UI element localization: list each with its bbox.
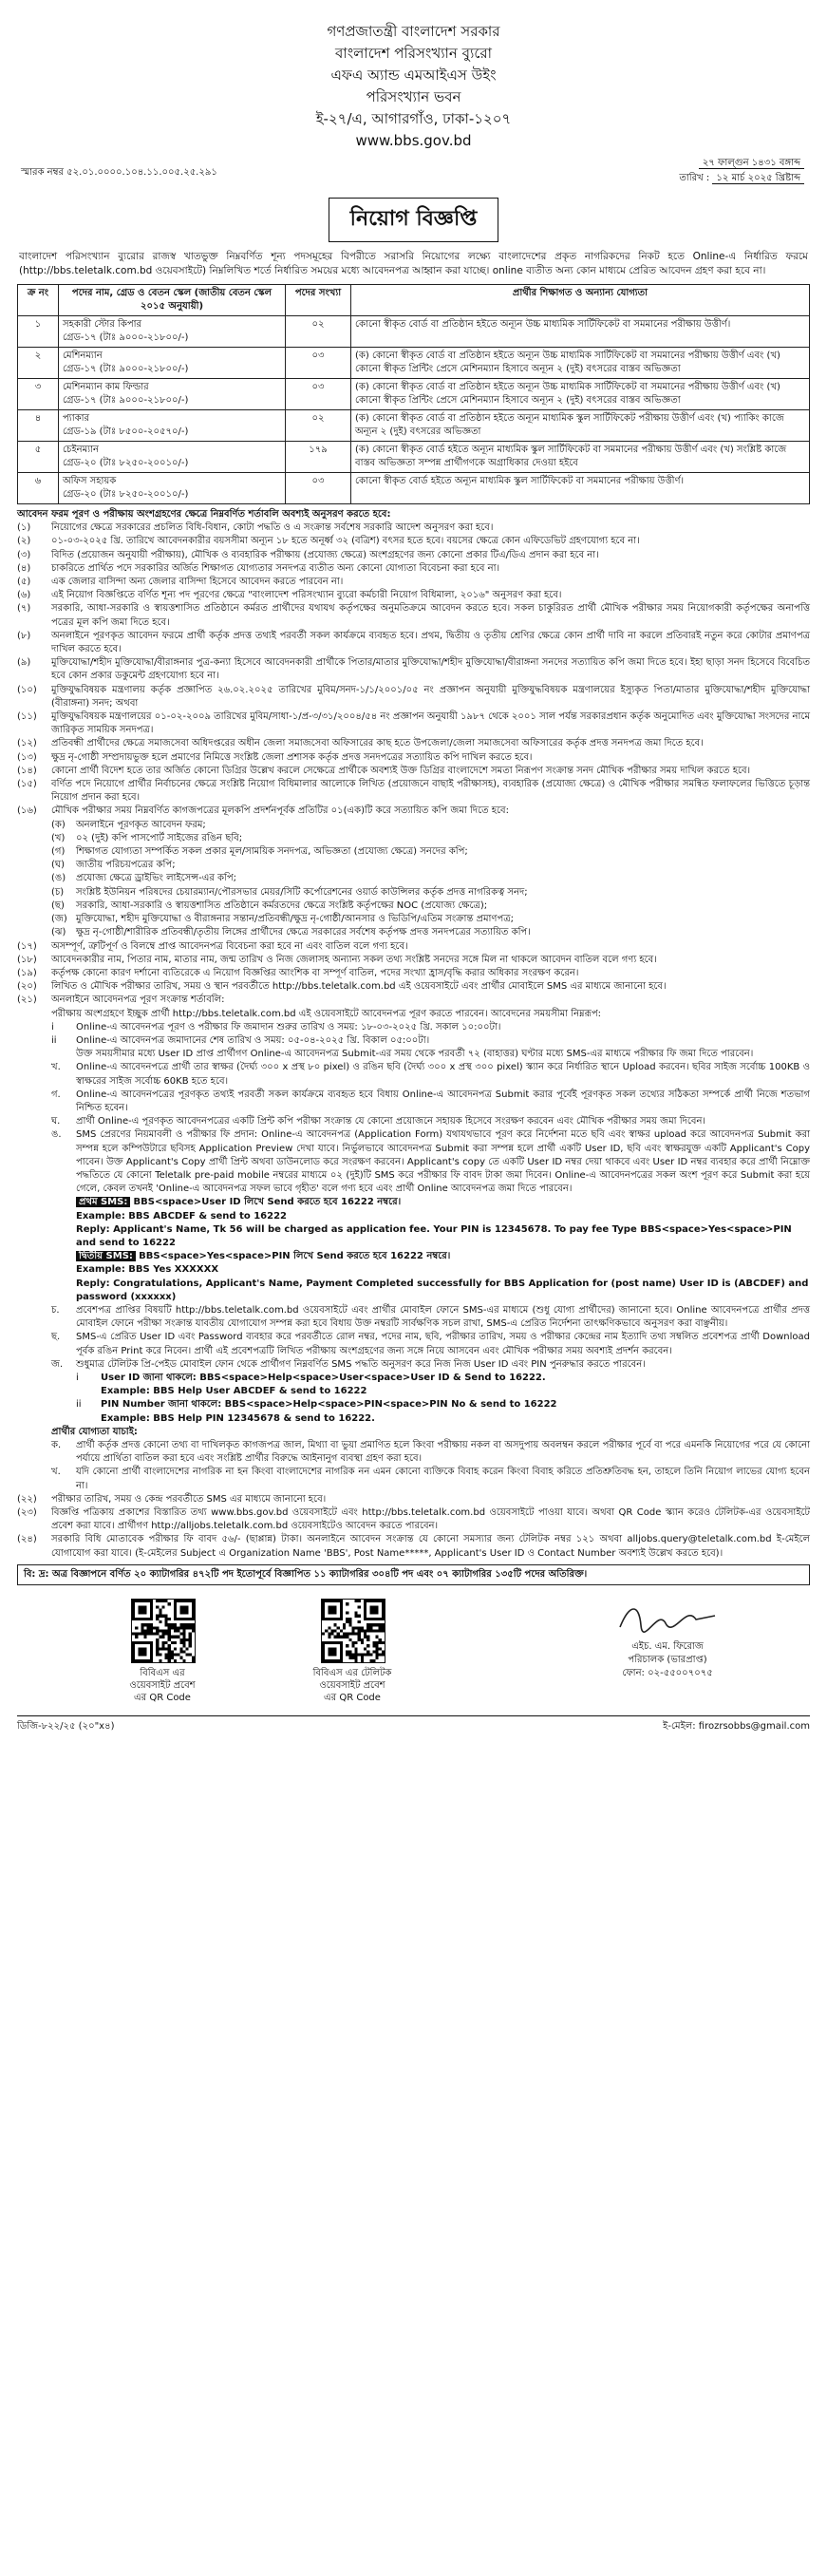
list-item xyxy=(51,1466,810,1492)
memo-date xyxy=(679,156,804,186)
terms-list xyxy=(17,521,810,818)
terms-list-3 xyxy=(17,1493,810,1561)
item-text: বিদিত (প্রয়োজন অনুযায়ী পরীক্ষায়), মৌখিক ও ব্যবহারিক পরীক্ষায় (প্রযোজ্য ক্ষেত্রে) অংশগ্রহণের জন্য কোনো প্রকার টিএ/ডিএ প্রদান করা হবে না। xyxy=(51,549,599,560)
item-number: i xyxy=(76,1373,79,1383)
table-row xyxy=(18,473,810,504)
bottom-bar xyxy=(17,1715,810,1735)
sms-first-example: Example: BBS ABCDEF & send to 16222 xyxy=(76,1210,287,1222)
row-qualification: (ক) কোনো স্বীকৃত বোর্ড বা প্রতিষ্ঠান হইতে অন্যূন উচ্চ মাধ্যমিক সার্টিফিকেট বা সমমানের পরীক্ষায় উত্তীর্ণ এবং (খ) কোনো স্বীকৃত প্রিন্টিং প্রেসে মেশিনম্যান হিসাবে অন্যূন ২ (দুই) বৎসরের বাস্তব অভিজ্ঞতা xyxy=(351,348,810,379)
table-row xyxy=(18,410,810,442)
item-number: (২১) xyxy=(17,994,37,1006)
item-number: (৩) xyxy=(17,549,31,560)
item-text: বিজ্ঞপ্তি পত্রিকায় প্রকাশের বিস্তারিত তথ্য www.bbs.gov.bd ওয়েবসাইটে এবং http://bbs.teletalk.com.bd ওয়েবসাইটে পাওয়া যাবে। অথবা QR Code স্ক্যান করেও টেলিটক-এর ওয়েবসাইটে প্রবেশ করা যাবে। প্রার্থীগণ http://alljobs.teletalk.com.bd ওয়েবসাইটেও আবেদন করতে পারবেন। xyxy=(51,1507,810,1532)
row-serial: ৫ xyxy=(18,442,59,473)
list-item xyxy=(17,1533,810,1560)
list-item xyxy=(51,886,810,900)
list-item xyxy=(17,1506,810,1533)
item-text: জাতীয় পরিচয়পত্রের কপি; xyxy=(76,860,176,871)
item-number xyxy=(51,1048,76,1061)
qr-caption-line: ওয়েবসাইট প্রবেশ xyxy=(319,1680,385,1692)
date-bangla: ২৭ ফাল্গুন ১৪৩১ বঙ্গাব্দ xyxy=(699,158,804,169)
list-item xyxy=(51,1331,810,1357)
list-item xyxy=(51,1439,810,1466)
item-text: অনলাইনে পূরণকৃত আবেদন ফরমে প্রার্থী কর্তৃক প্রদত্ত তথ্যই পরবর্তী সকল কার্যক্রমে ব্যবহৃত হবে। প্রথম, দ্বিতীয় ও তৃতীয় শ্রেণির ক্ষেত্রে কোন প্রার্থী দাবি না করলে প্রতিবারই নতুন করে কোটার প্রমাণপত্র দাখিল করতে হবে। xyxy=(51,630,810,655)
item-text: সরকারি, আধা-সরকারি ও স্বায়ত্তশাসিত প্রতিষ্ঠানে কর্মরতদের ক্ষেত্রে সংশ্লিষ্ট কর্তৃপক্ষের NOC (প্রযোজ্য ক্ষেত্রে); xyxy=(76,900,488,911)
table-header-row xyxy=(18,285,810,316)
item-text: অনলাইনে পূরণকৃত আবেদন ফরম; xyxy=(76,819,206,830)
notice-title xyxy=(17,198,810,242)
col-post: পদের নাম, গ্রেড ও বেতন স্কেল (জাতীয় বেতন স্কেল ২০১৫ অনুযায়ী) xyxy=(59,285,286,316)
item-number: (ছ) xyxy=(51,900,65,911)
qr-caption-line: এর QR Code xyxy=(324,1693,381,1704)
item-number: ক. xyxy=(51,1440,62,1451)
item-number: (১) xyxy=(17,522,31,534)
list-item xyxy=(51,913,810,926)
signature-block xyxy=(563,1599,772,1680)
table-row xyxy=(18,379,810,410)
qr-caption-line: ওয়েবসাইট প্রবেশ xyxy=(129,1680,196,1692)
sms-second-command: BBS<space>Yes<space>PIN লিখে Send করতে হবে 16222 নম্বরে। xyxy=(139,1251,451,1262)
notice-title-text: নিয়োগ বিজ্ঞপ্তি xyxy=(329,198,499,242)
special-note: বি: দ্র: অত্র বিজ্ঞাপনে বর্ণিত ২০ ক্যাটাগরির ৪৭২টি পদ ইতোপূর্বে বিজ্ঞাপিত ১১ ক্যাটাগরির ৩০৪টি পদ এবং ০৭ ক্যাটাগরির ১৩৫টি পদের অতিরিক্ত। xyxy=(17,1564,810,1585)
item-number: (৬) xyxy=(17,590,31,601)
item-text: নিয়োগের ক্ষেত্রে সরকারের প্রচলিত বিধি-বিধান, কোটা পদ্ধতি ও এ সংক্রান্ত সর্বশেষ সরকারি আদেশ অনুসরণ করা হবে। xyxy=(51,522,494,534)
item-text: ক্ষুদ্র নৃ-গোষ্ঠী/শারীরিক প্রতিবন্ধী/তৃতীয় লিঙ্গের প্রার্থীদের ক্ষেত্রে সরকারের সর্বশেষ কর্তৃপক্ষ প্রদত্ত সনদপত্রের সত্যায়িত কপি। xyxy=(76,927,531,938)
header-line-wing: এফএ অ্যান্ড এমআইএস উইং xyxy=(330,66,497,84)
item-number: (ক) xyxy=(51,819,66,830)
qr-caption-line: বিবিএস এর টেলিটক xyxy=(312,1668,392,1679)
item-text: অসম্পূর্ণ, ত্রুটিপূর্ণ ও বিলম্বে প্রাপ্ত আবেদনপত্র বিবেচনা করা হবে না এবং বাতিল বলে গণ্য হবে। xyxy=(51,940,408,952)
list-item xyxy=(17,751,810,765)
item-number: (১০) xyxy=(17,684,37,695)
item-text: কোনো প্রার্থী বিদেশ হতে তার অর্জিত কোনো ডিগ্রির উল্লেখ করলে সেক্ষেত্রে প্রার্থীকে অবশ্যই উক্ত ডিগ্রির বাংলাদেশে সমতা নিরূপণ সংক্রান্ত সনদ মৌখিক পরীক্ষার সময় দাখিল করতে হবে। xyxy=(51,765,751,776)
sms-second-example: Example: BBS Yes XXXXXX xyxy=(76,1264,219,1276)
item-number: (গ) xyxy=(51,846,66,858)
item-text: মুক্তিযোদ্ধা/শহীদ মুক্তিযোদ্ধা/বীরাঙ্গনার পুত্র-কন্যা হিসেবে আবেদনকারী প্রার্থীকে পিতার/মাতার মুক্তিযোদ্ধা/শহীদ মুক্তিযোদ্ধা/বীরাঙ্গনা সনদের সত্যায়িত কপি জমা দিতে হবে। ইহা ছাড়া সনদ হিসেবে বিবেচিত হবে কোন প্রকার ডকুমেন্ট গ্রহণযোগ্য হবে না। xyxy=(51,657,810,682)
item-number: (২) xyxy=(17,536,31,547)
item-text: বর্ণিত পদে নিয়োগে প্রার্থীর নির্বাচনের ক্ষেত্রে সংশ্লিষ্ট নিয়োগ বিধিমালার আলোকে লিখিত (প্রয়োজনে বাছাই পরীক্ষাসহ), ব্যবহারিক (প্রযোজ্য ক্ষেত্রে) ও মৌখিক পরীক্ষার সমন্বিত ফলাফলের ভিত্তিতে চূড়ান্ত নিয়োগ প্রদান করা হবে। xyxy=(51,779,810,804)
post-grade: গ্রেড-২০ (টাঃ ৮২৫০-২০০১০/-) xyxy=(63,489,189,500)
list-item xyxy=(17,602,810,629)
post-name: চেইনম্যান xyxy=(63,445,99,455)
header-line-website: www.bbs.gov.bd xyxy=(355,132,472,149)
item-text: শিক্ষাগত যোগ্যতা সম্পর্কিত সকল প্রকার মূল/সাময়িক সনদপত্র, অভিজ্ঞতা (প্রযোজ্য ক্ষেত্রে) সনদের কপি; xyxy=(76,846,468,858)
item-text: মুক্তিযোদ্ধা, শহীদ মুক্তিযোদ্ধা ও বীরাঙ্গনার সন্তান/প্রতিবন্ধী/ক্ষুদ্র নৃ-গোষ্ঠী/আনসার ও ভিডিপি/এতিম সংক্রান্ত প্রমাণপত্র; xyxy=(76,914,514,925)
item-text: লিখিত ও মৌখিক পরীক্ষার তারিখ, সময় ও স্থান পরবর্তীতে http://bbs.teletalk.com.bd এই ওয়েবসাইটে এবং প্রার্থীর মোবাইলে SMS এর মাধ্যমে জানানো হবে। xyxy=(51,981,667,993)
row-post xyxy=(59,316,286,348)
table-row xyxy=(18,316,810,348)
item-number: (১৭) xyxy=(17,940,37,952)
row-post xyxy=(59,442,286,473)
list-item xyxy=(17,562,810,576)
list-item xyxy=(51,1089,810,1115)
item-text: পরীক্ষার তারিখ, সময় ও কেন্দ্র পরবর্তীতে SMS এর মাধ্যমে জানানো হবে। xyxy=(51,1493,327,1505)
row-post xyxy=(59,473,286,504)
post-name: সহকারী স্টোর কিপার xyxy=(63,319,142,330)
sms-second-line xyxy=(76,1250,810,1263)
row-count: ০৩ xyxy=(286,379,351,410)
list-item xyxy=(17,684,810,710)
sms-block xyxy=(51,1196,810,1304)
item-number: (১১) xyxy=(17,711,37,723)
sms-first-command: BBS<space>User ID লিখে Send করতে হবে 16222 নম্বরে। xyxy=(133,1197,402,1208)
list-item xyxy=(51,819,810,832)
row-post xyxy=(59,410,286,442)
sms-second-label: দ্বিতীয় SMS: xyxy=(76,1251,136,1261)
qr-caption-bbs xyxy=(96,1667,229,1704)
row-post xyxy=(59,379,286,410)
sms-first-label: প্রথম SMS: xyxy=(76,1197,130,1207)
item-number: (১৩) xyxy=(17,751,37,763)
qr-caption-teletalk xyxy=(286,1667,419,1704)
row-serial: ৬ xyxy=(18,473,59,504)
post-grade: গ্রেড-২০ (টাঃ ৮২৫০-২০০১০/-) xyxy=(63,458,189,468)
item-text: ০২ (দুই) কপি পাসপোর্ট সাইজের রঙিন ছবি; xyxy=(76,832,243,843)
item-number: (ঘ) xyxy=(51,860,65,871)
item-text: প্রার্থী Online-এ পূরণকৃত আবেদনপত্রের একটি প্রিন্ট কপি পরীক্ষা সংক্রান্ত যে কোনো প্রয়োজনে সহায়ক হিসেবে সংরক্ষণ করবেন এবং মৌখিক পরীক্ষার সময় জমা দিবেন। xyxy=(76,1116,706,1127)
online-list-2 xyxy=(51,1304,810,1372)
item-text: মুক্তিযুদ্ধবিষয়ক মন্ত্রণালয় কর্তৃক প্রজ্ঞাপিত ২৬.০২.২০২৫ তারিখের মুবিম/সনদ-১/১/২০০১/০৫ নং প্রজ্ঞাপন অনুযায়ী মুক্তিযুদ্ধবিষয়ক মন্ত্রণালয়ের ইস্যুকৃত পিতা/মাতার মুক্তিযোদ্ধা/শহীদ মুক্তিযোদ্ধা (বীরাঙ্গনা) সনদ; অথবা xyxy=(51,684,810,709)
item-number: ii xyxy=(51,1034,57,1046)
item-text: Online-এ আবেদনপত্রে প্রার্থী তার স্বাক্ষর (দৈর্ঘ্য ৩০০ x প্রস্থ ৮০ pixel) ও রঙিন ছবি (দৈর্ঘ্য ৩০০ x প্রস্থ ৩০০ pixel) স্ক্যান করে নির্ধারিত স্থানে Upload করবেন। ছবির সাইজ সর্বোচ্চ 100KB ও স্বাক্ষরের সাইজ সর্বোচ্চ 60KB হতে হবে। xyxy=(76,1062,810,1087)
list-item xyxy=(17,737,810,750)
item-number: (চ) xyxy=(51,886,65,898)
list-item xyxy=(17,521,810,535)
item-number: (২৩) xyxy=(17,1507,37,1519)
online-intro: পরীক্ষায় অংশগ্রহণে ইচ্ছুক প্রার্থী http://bbs.teletalk.com.bd এই ওয়েবসাইটে আবেদনপত্র পূরণ করতে পারবেন। আবেদনের সময়সীমা নিম্নরূপ: xyxy=(51,1008,602,1019)
item-number: খ. xyxy=(51,1062,61,1073)
list-item xyxy=(17,967,810,980)
row-count: ০৩ xyxy=(286,348,351,379)
item-number: (ঝ) xyxy=(51,927,66,938)
row-qualification: (ক) কোনো স্বীকৃত বোর্ড বা প্রতিষ্ঠান হইতে অন্যূন মাধ্যমিক স্কুল সার্টিফিকেট পরীক্ষায় উত্তীর্ণ এবং (খ) প্যাকিং কাজে অন্যূন ২ (দুই) বৎসরের অভিজ্ঞতা xyxy=(351,410,810,442)
item-text: প্রার্থী কর্তৃক প্রদত্ত কোনো তথ্য বা দাখিলকৃত কাগজপত্র জাল, মিথ্যা বা ভুয়া প্রমাণিত হলে কিংবা পরীক্ষায় নকল বা অসদুপায় অবলম্বন করলে পরীক্ষার পূর্বে বা পরে এমনকি নিয়োগের পরে যে কোনো পর্যায়ে প্রার্থিতা বাতিল করা হবে এবং সংশ্লিষ্ট প্রার্থীর বিরুদ্ধে আইনানুগ ব্যবস্থা গ্রহণ করা হবে। xyxy=(76,1440,810,1465)
sms-first-reply: Reply: Applicant's Name, Tk 56 will be charged as application fee. Your PIN is 12345678. To pay fee Type BBS<space>Yes<space>PIN and send to 16222 xyxy=(76,1223,792,1248)
item-number: জ. xyxy=(51,1358,64,1370)
recover-list xyxy=(51,1372,810,1426)
item-text: মুক্তিযুদ্ধবিষয়ক মন্ত্রণালয়ের ০১-০২-২০০৯ তারিখের মুবিম/সাধা-১/প্র-৩/৩১/২০০৪/৫৪ নং প্রজ্ঞাপন অনুযায়ী ১৯৮৭ থেকে ২০০১ সাল পর্যন্ত সরকারপ্রধান কর্তৃক অনুমোদিত এবং মুক্তিযোদ্ধা সংসদের নামে জারিকৃত সাময়িক সনদপত্র। xyxy=(51,711,811,736)
item-number: (৪) xyxy=(17,562,31,574)
print-code: ডিজি-৮২২/২৫ (২০"x৪) xyxy=(17,1721,115,1733)
date-label: তারিখ : xyxy=(679,173,710,183)
online-list xyxy=(51,1021,810,1197)
list-item xyxy=(51,1128,810,1196)
row-qualification: (ক) কোনো স্বীকৃত বোর্ড বা প্রতিষ্ঠান হইতে অন্যূন উচ্চ মাধ্যমিক সার্টিফিকেট বা সমমানের পরীক্ষায় উত্তীর্ণ এবং (খ) কোনো স্বীকৃত প্রিন্টিং প্রেসে মেশিনম্যান হিসাবে অন্যূন ২ (দুই) বৎসরের বাস্তব অভিজ্ঞতা xyxy=(351,379,810,410)
qr-code-icon xyxy=(322,1600,385,1662)
footer xyxy=(17,1593,810,1735)
signatory-phone: ফোন: ০২-৫৫০০৭০৭৫ xyxy=(622,1668,713,1679)
list-item xyxy=(51,1358,810,1372)
terms-list-2 xyxy=(17,940,810,1008)
memo-reference: স্মারক নম্বর ৫২.০১.০০০০.১০৪.১১.০০৫.২৫.২৯১ xyxy=(21,167,217,178)
item-text: সংশ্লিষ্ট ইউনিয়ন পরিষদের চেয়ারম্যান/পৌরসভার মেয়র/সিটি কর্পোরেশনের ওয়ার্ড কাউন্সিলর কর্তৃক প্রদত্ত নাগরিকত্ব সনদ; xyxy=(76,886,528,898)
post-name: মেশিনম্যান কাম ফিল্ডার xyxy=(63,382,149,392)
item-text: সরকারি, আধা-সরকারি ও স্বায়ত্তশাসিত প্রতিষ্ঠানে কর্মরত প্রার্থীদের যথাযথ কর্তৃপক্ষের অনুমতিক্রমে আবেদন করতে হবে। সকল চাকুরিরত প্রার্থী মৌখিক পরীক্ষার সময় নিয়োগকারী কর্তৃপক্ষের অনাপত্তি পত্রের মূল কপি জমা দিতে হবে। xyxy=(51,603,810,628)
list-item xyxy=(51,872,810,885)
list-item xyxy=(17,940,810,954)
qr-code-teletalk-website[interactable] xyxy=(321,1599,385,1663)
posts-table xyxy=(17,284,810,504)
list-item xyxy=(17,994,810,1007)
item-number: (৮) xyxy=(17,630,31,641)
item-number: ঘ. xyxy=(51,1116,61,1127)
item-number: ঙ. xyxy=(51,1129,62,1141)
item-number: (৭) xyxy=(17,603,31,615)
col-serial: ক্র নং xyxy=(18,285,59,316)
row-qualification: কোনো স্বীকৃত বোর্ড বা প্রতিষ্ঠান হইতে অন্যূন উচ্চ মাধ্যমিক সার্টিফিকেট বা সমমানের পরীক্ষায় উত্তীর্ণ। xyxy=(351,316,810,348)
post-name: মেশিনম্যান xyxy=(63,350,103,361)
item-number: (১৯) xyxy=(17,967,37,978)
item-number: গ. xyxy=(51,1089,61,1100)
item-text: Online-এ আবেদনপত্রের পূরণকৃত তথ্যই পরবর্তী সকল কার্যক্রমে ব্যবহৃত হবে বিধায় Online-এ আবেদনপত্র Submit করার পূর্বেই পূরণকৃত সকল তথ্যের সঠিকতা সম্পর্কে প্রার্থী নিজে শতভাগ নিশ্চিত হবেন। xyxy=(76,1089,810,1113)
item-number: (১৪) xyxy=(17,765,37,776)
item-text: ০১-০৩-২০২৫ খ্রি. তারিখে আবেদনকারীর বয়সসীমা অন্যূন ১৮ হতে অনূর্ধ্ব ৩২ (বত্রিশ) বৎসর হতে হবে। বয়সের ক্ষেত্রে কোন এফিডেভিট গ্রহণযোগ্য হবে না। xyxy=(51,536,640,547)
item-text: Online-এ আবেদনপত্র পূরণ ও পরীক্ষার ফি জমাদান শুরুর তারিখ ও সময়: ১৮-০৩-২০২৫ খ্রি. সকাল ১০:০০টা। xyxy=(76,1021,501,1032)
list-item xyxy=(51,926,810,939)
list-item xyxy=(51,845,810,859)
list-item xyxy=(17,576,810,589)
item-text: আবেদনকারীর নাম, পিতার নাম, মাতার নাম, জন্ম তারিখ ও নিজ জেলাসহ অন্যান্য সকল তথ্য সংশ্লিষ্ট সনদের সঙ্গে মিল না থাকলে আবেদন বাতিল বলে গণ্য হবে। xyxy=(51,954,657,965)
list-item xyxy=(17,980,810,994)
header-line-govt: গণপ্রজাতন্ত্রী বাংলাদেশ সরকার xyxy=(327,23,500,40)
signatory-name: এইচ. এম. ফিরোজ xyxy=(631,1641,704,1653)
list-item xyxy=(17,778,810,805)
item-text: এক জেলার বাসিন্দা অন্য জেলার বাসিন্দা হিসেবে আবেদন করতে পারবেন না। xyxy=(51,577,344,588)
intro-paragraph: বাংলাদেশ পরিসংখ্যান ব্যুরোর রাজস্ব খাতভুক্ত নিম্নবর্ণিত শূন্য পদসমূহের বিপরীতে সরাসরি নিয়োগের লক্ষ্যে বাংলাদেশের প্রকৃত নাগরিকদের নিকট হতে Online-এ নির্ধারিত ফরমে (http://bbs.teletalk.com.bd ওয়েবসাইটে) নিম্নলিখিত শর্তে নির্ধারিত সময়ের মধ্যে আবেদনপত্র আহ্বান করা যাচ্ছে। online ব্যতীত অন্য কোন মাধ্যমে প্রেরিত আবেদন গ্রহণ করা হবে না। xyxy=(19,251,808,276)
item-example: Example: BBS Help User ABCDEF & send to 16222 xyxy=(101,1386,367,1397)
signature-mark xyxy=(563,1599,772,1640)
item-number: খ. xyxy=(51,1467,61,1478)
item-number: (১৮) xyxy=(17,954,37,965)
list-item xyxy=(51,900,810,913)
row-count: ০২ xyxy=(286,316,351,348)
item-text: প্রতিবন্ধী প্রার্থীদের ক্ষেত্রে সমাজসেবা অধিদপ্তরের অধীন জেলা সমাজসেবা অফিসারের কাছ হতে উপজেলা/জেলা সমাজসেবা অফিসারের কর্তৃক প্রদত্ত সনদপত্র জমা দিতে হবে। xyxy=(51,738,704,749)
item-example: Example: BBS Help PIN 12345678 & send to 16222. xyxy=(101,1412,375,1424)
col-qualification: প্রার্থীর শিক্ষাগত ও অন্যান্য যোগ্যতা xyxy=(351,285,810,316)
post-grade: গ্রেড-১৭ (টাঃ ৯০০০-২১৮০০/-) xyxy=(63,332,189,343)
item-number: চ. xyxy=(51,1304,60,1316)
list-item xyxy=(17,535,810,548)
item-number: (২২) xyxy=(17,1493,37,1505)
item-text: PIN Number জানা থাকলে: BBS<space>Help<space>PIN<space>PIN No & send to 16222 xyxy=(101,1399,557,1411)
list-item xyxy=(17,765,810,778)
list-item xyxy=(51,832,810,845)
post-name: অফিস সহায়ক xyxy=(63,476,117,486)
row-serial: ৩ xyxy=(18,379,59,410)
sms-first-line xyxy=(76,1196,810,1209)
row-post xyxy=(59,348,286,379)
item-text: SMS-এ প্রেরিত User ID এবং Password ব্যবহার করে পরবর্তীতে রোল নম্বর, পদের নাম, ছবি, পরীক্ষার তারিখ, সময় ও পরীক্ষার কেন্দ্রের নাম ইত্যাদি তথ্য সম্বলিত প্রবেশপত্র প্রার্থী Download পূর্বক রঙিন Print করে নিবেন। প্রার্থী এই প্রবেশপত্রটি লিখিত পরীক্ষায় অংশগ্রহণের জন্য সঙ্গে নিয়ে আসবেন এবং মৌখিক পরীক্ষার সময় অবশ্যই প্রদর্শন করবেন। xyxy=(76,1332,810,1356)
row-count: ০২ xyxy=(286,410,351,442)
list-item xyxy=(51,1061,810,1088)
list-item xyxy=(51,859,810,872)
item-text: কর্তৃপক্ষ কোনো কারণ দর্শানো ব্যতিরেকে এ নিয়োগ বিজ্ঞপ্তির আংশিক বা সম্পূর্ণ বাতিল, পদের সংখ্যা হ্রাস/বৃদ্ধি করার অধিকার সংরক্ষণ করেন। xyxy=(51,967,579,978)
header-line-bureau: বাংলাদেশ পরিসংখ্যান ব্যুরো xyxy=(335,45,492,62)
item-number: (২০) xyxy=(17,981,37,993)
list-item xyxy=(76,1372,810,1398)
item-text: Online-এ আবেদনপত্র জমাদানের শেষ তারিখ ও সময়: ০৫-০৪-২০২৫ খ্রি. বিকাল ০৫:০০টা। xyxy=(76,1034,430,1046)
item-number: (২৪) xyxy=(17,1534,37,1545)
terms-section xyxy=(17,508,810,1585)
item-text: সরকারি বিধি মোতাবেক পরীক্ষার ফি বাবদ ৫৬/- (ছাপ্পান্ন) টাকা। অনলাইনে আবেদন সংক্রান্ত যে কোনো সমস্যার জন্য টেলিটক নম্বর ১২১ অথবা alljobs.query@teletalk.com.bd ই-মেইলে যোগাযোগ করা যাবে। (ই-মেইলের Subject এ Organization Name 'BBS', Post Name*****, Applicant's User ID ও Contact Number অবশ্যই উল্লেখ করতে হবে)। xyxy=(51,1534,810,1559)
row-qualification: (ক) কোনো স্বীকৃত বোর্ড হইতে অন্যূন মাধ্যমিক স্কুল সার্টিফিকেট বা সমমানের পরীক্ষায় উত্তীর্ণ এবং (খ) সংশ্লিষ্ট কাজে বাস্তব অভিজ্ঞতা সম্পন্ন প্রার্থীগণকে অগ্রাধিকার দেওয়া হইবে xyxy=(351,442,810,473)
qr-caption-line: বিবিএস এর xyxy=(140,1668,185,1679)
table-row xyxy=(18,442,810,473)
header-line-address: ই-২৭/এ, আগারগাঁও, ঢাকা-১২০৭ xyxy=(315,110,512,127)
row-count: ০৩ xyxy=(286,473,351,504)
eligibility-heading: প্রার্থীর যোগ্যতা যাচাই: xyxy=(51,1426,138,1437)
qr-code-icon xyxy=(132,1600,195,1662)
item-number: ii xyxy=(76,1399,82,1411)
list-item xyxy=(17,589,810,602)
item-text: চাকরিতে প্রার্থিত পদে সরকারির অর্জিত শিক্ষাগত যোগ্যতার সনদপত্র ব্যতীত অন্য কোনো যোগ্যতা বিবেচনা করা হবে না। xyxy=(51,562,500,574)
list-item xyxy=(76,1398,810,1425)
list-item xyxy=(17,1493,810,1506)
item-number: (খ) xyxy=(51,832,66,843)
item-number: (১৬) xyxy=(17,805,37,817)
item-text: প্রযোজ্য ক্ষেত্রে ড্রাইভিং লাইসেন্স-এর কপি; xyxy=(76,873,237,884)
list-item xyxy=(17,656,810,683)
list-item xyxy=(17,805,810,818)
list-item xyxy=(51,1034,810,1048)
item-number: (১৫) xyxy=(17,779,37,790)
item-number: (জ) xyxy=(51,914,67,925)
list-item xyxy=(17,630,810,656)
item-number: (৫) xyxy=(17,577,31,588)
row-serial: ১ xyxy=(18,316,59,348)
item-text: User ID জানা থাকলে: BBS<space>Help<space>User<space>User ID & Send to 16222. xyxy=(101,1373,546,1383)
row-qualification: কোনো স্বীকৃত বোর্ড হইতে অন্যূন মাধ্যমিক স্কুল সার্টিফিকেট বা সমমানের পরীক্ষায় উত্তীর্ণ। xyxy=(351,473,810,504)
list-item xyxy=(51,1115,810,1128)
list-item xyxy=(51,1304,810,1331)
header-line-building: পরিসংখ্যান ভবন xyxy=(366,88,461,105)
online-section xyxy=(17,1008,810,1493)
documents-list xyxy=(17,819,810,940)
sms-second-reply: Reply: Congratulations, Applicant's Name, Payment Completed successfully for BBS Application for (post name) User ID is (ABCDEF) and password (xxxxxx) xyxy=(76,1278,809,1302)
memo-row xyxy=(17,152,810,192)
item-text: প্রবেশপত্র প্রাপ্তির বিষয়টি http://bbs.teletalk.com.bd ওয়েবসাইটে এবং প্রার্থীর মোবাইল ফোনে SMS-এর মাধ্যমে (শুধু যোগ্য প্রার্থীদের) জানানো হবে। Online আবেদনপত্রে প্রার্থীর প্রদত্ত মোবাইল ফোনে পরীক্ষা সংক্রান্ত যাবতীয় যোগাযোগ সম্পন্ন করা হবে বিধায় উক্ত নম্বরটি সার্বক্ষণিক সচল রাখা, SMS-এ প্রেরিত নির্দেশনা তাৎক্ষণিকভাবে অনুসরণ করা বাঞ্ছনীয়। xyxy=(76,1304,810,1330)
row-count: ১৭৯ xyxy=(286,442,351,473)
eligibility-list xyxy=(51,1439,810,1493)
item-number: i xyxy=(51,1021,54,1032)
qr-caption-line: এর QR Code xyxy=(134,1693,191,1704)
item-text: শুধুমাত্র টেলিটক প্রি-পেইড মোবাইল ফোন থেকে প্রার্থীগণ নিম্নবর্ণিত SMS পদ্ধতি অনুসরণ করে নিজ নিজ User ID এবং PIN পুনরুদ্ধার করতে পারবেন। xyxy=(76,1358,646,1370)
list-item xyxy=(51,1021,810,1034)
post-grade: গ্রেড-১৭ (টাঃ ৯০০০-২১৮০০/-) xyxy=(63,364,189,374)
list-item xyxy=(17,549,810,562)
post-name: প্যাকার xyxy=(63,413,89,424)
item-text: যদি কোনো প্রার্থী বাংলাদেশের নাগরিক না হন কিংবা বাংলাদেশের নাগরিক নন এমন কোনো ব্যক্তিকে বিবাহ করেন কিংবা বিবাহ করিতে প্রতিশ্রুতিবদ্ধ হন, তাহলে তিনি নিয়োগ লাভের যোগ্য হবেন না। xyxy=(76,1467,810,1491)
table-row xyxy=(18,348,810,379)
item-text: এই নিয়োগ বিজ্ঞপ্তিতে বর্ণিত শূন্য পদ পূরণের ক্ষেত্রে "বাংলাদেশ পরিসংখ্যান ব্যুরো কর্মচারী নিয়োগ বিধিমালা, ২০১৬" অনুসরণ করা হবে। xyxy=(51,590,562,601)
item-number: ছ. xyxy=(51,1332,61,1343)
col-count: পদের সংখ্যা xyxy=(286,285,351,316)
terms-heading: আবেদন ফরম পূরণ ও পরীক্ষায় অংশগ্রহণের ক্ষেত্রে নিম্নবর্ণিত শর্তাবলি অবশ্যই অনুসরণ করতে হবে: xyxy=(17,509,391,520)
item-number: (৯) xyxy=(17,657,31,669)
list-item xyxy=(51,1048,810,1061)
post-grade: গ্রেড-১৯ (টাঃ ৮৫০০-২০৫৭০/-) xyxy=(63,426,189,437)
list-item xyxy=(17,954,810,967)
signatory-email: ই-মেইল: firozrsobbs@gmail.com xyxy=(663,1721,810,1733)
item-text: অনলাইনে আবেদনপত্র পূরণ সংক্রান্ত শর্তাবলি: xyxy=(51,994,225,1006)
date-english: ১২ মার্চ ২০২৫ খ্রিষ্টাব্দ xyxy=(712,173,804,184)
list-item xyxy=(17,710,810,737)
item-number: (১২) xyxy=(17,738,37,749)
row-serial: ২ xyxy=(18,348,59,379)
signatory-designation: পরিচালক (ভারপ্রাপ্ত) xyxy=(628,1655,707,1666)
item-text: SMS প্রেরণের নিয়মাবলী ও পরীক্ষার ফি প্রদান: Online-এ আবেদনপত্র (Application Form) যথাযথভাবে পূরণ করে নির্দেশনা মতে ছবি এবং স্বাক্ষর upload করে আবেদনপত্র Submit করা সম্পন্ন হলে কম্পিউটারে ছবিসহ Application Preview দেখা যাবে। নির্ভুলভাবে আবেদনপত্র Submit করা সম্পন্ন হলে প্রার্থী একটি User ID, ছবি এবং স্বাক্ষরযুক্ত একটি Applicant's Copy পাবেন। উক্ত Applicant's Copy প্রার্থী প্রিন্ট অথবা ডাউনলোড করে সংরক্ষণ করবেন। Applicant's copy তে একটি User ID নম্বর দেয়া থাকবে এবং User ID নম্বর ব্যবহার করে প্রার্থী নিম্নোক্ত পদ্ধতিতে যে কোনো Teletalk pre-paid mobile নম্বরের মাধ্যমে ০২ (দুই)টি SMS করে পরীক্ষার ফি বাবদ টাকা জমা দিবেন। Online-এ আবেদনপত্রের সকল অংশ পূরণ করে Submit করা হয়ে গেলে, কেবল তখনই 'Online-এ আবেদনপত্র সফল ভাবে গৃহীত' বলে গণ্য হবে এবং প্রার্থী Online আবেদনপত্র জমা দিতে পারবেন। xyxy=(76,1129,810,1195)
item-text: মৌখিক পরীক্ষার সময় নিম্নবর্ণিত কাগজপত্রের মূলকপি প্রদর্শনপূর্বক প্রতিটির ০১(এক)টি করে সত্যায়িত কপি জমা দিতে হবে: xyxy=(51,805,509,817)
qr-code-bbs-website[interactable] xyxy=(131,1599,196,1663)
item-text: ক্ষুদ্র নৃ-গোষ্ঠী সম্প্রদায়ভুক্ত হলে প্রমাণের নিমিত্তে সংশ্লিষ্ট জেলা প্রশাসক কর্তৃক প্রদত্ত সনদপত্রের সত্যায়িত কপি দাখিল করতে হবে। xyxy=(51,751,533,763)
row-serial: ৪ xyxy=(18,410,59,442)
letterhead xyxy=(17,0,810,152)
item-text: উক্ত সময়সীমার মধ্যে User ID প্রাপ্ত প্রার্থীগণ Online-এ আবেদনপত্র Submit-এর সময় থেকে পরবর্তী ৭২ (বাহাত্তর) ঘণ্টার মধ্যে SMS-এর মাধ্যমে পরীক্ষার ফি জমা দিতে পারবেন। xyxy=(76,1049,754,1060)
post-grade: গ্রেড-১৭ (টাঃ ৯০০০-২১৮০০/-) xyxy=(63,395,189,406)
item-number: (ঙ) xyxy=(51,873,66,884)
